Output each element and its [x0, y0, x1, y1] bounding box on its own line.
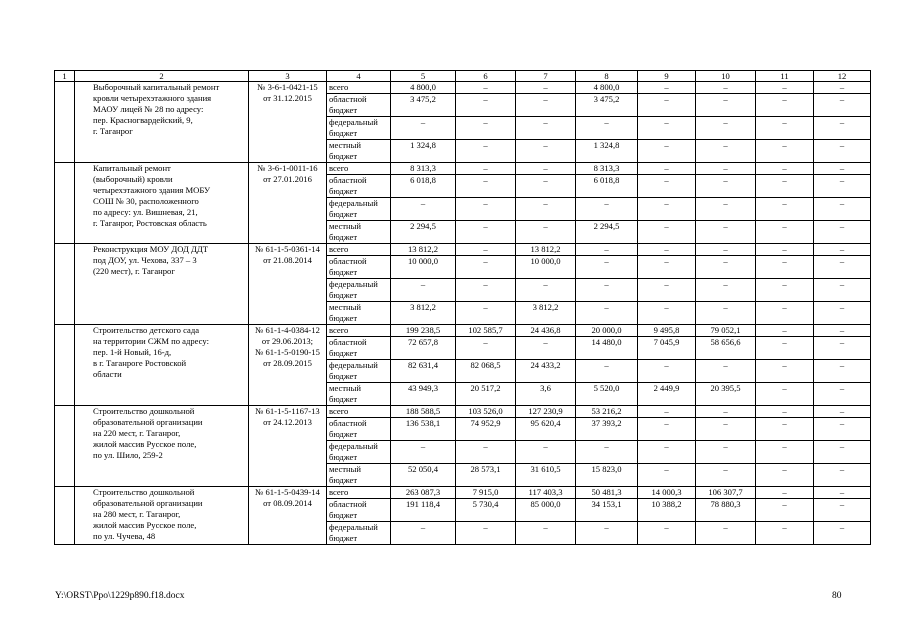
amount-cell: –: [638, 418, 696, 441]
amount-cell: –: [638, 256, 696, 279]
amount-cell: –: [391, 441, 456, 464]
registration-line: от 28.09.2015: [263, 358, 312, 368]
object-name-line: Реконструкция МОУ ДОД ДДТ: [93, 244, 208, 254]
column-number: 10: [696, 71, 756, 82]
financing-table: [54, 70, 871, 545]
amount-cell: –: [756, 522, 814, 545]
amount-cell: –: [696, 302, 756, 325]
amount-cell: –: [814, 198, 871, 221]
amount-cell: –: [638, 244, 696, 256]
row-number-cell: [55, 82, 75, 163]
amount-cell: 28 573,1: [456, 464, 516, 487]
amount-cell: 3 475,2: [576, 94, 638, 117]
funding-source-cell: областной бюджет: [327, 256, 391, 279]
amount-cell: –: [756, 360, 814, 383]
column-number: 1: [55, 71, 75, 82]
amount-cell: 10 000,0: [516, 256, 576, 279]
amount-cell: –: [696, 441, 756, 464]
amount-cell: –: [638, 464, 696, 487]
object-name-cell: [75, 244, 249, 325]
funding-source-cell: областной бюджет: [327, 499, 391, 522]
object-name-line: четырехэтажного здания МОБУ: [93, 185, 211, 195]
amount-cell: –: [696, 279, 756, 302]
amount-cell: –: [638, 198, 696, 221]
amount-cell: 14 480,0: [576, 337, 638, 360]
object-name-line: Строительство детского сада: [93, 325, 200, 335]
amount-cell: –: [696, 221, 756, 244]
amount-cell: 1 324,8: [576, 140, 638, 163]
amount-cell: –: [696, 198, 756, 221]
amount-cell: 15 823,0: [576, 464, 638, 487]
column-number: 3: [249, 71, 327, 82]
amount-cell: –: [696, 418, 756, 441]
amount-cell: –: [516, 279, 576, 302]
funding-source-cell: всего: [327, 163, 391, 175]
amount-cell: 85 000,0: [516, 499, 576, 522]
amount-cell: –: [756, 302, 814, 325]
amount-cell: 6 018,8: [391, 175, 456, 198]
amount-cell: 199 238,5: [391, 325, 456, 337]
amount-cell: 3 475,2: [391, 94, 456, 117]
object-name-line: г. Таганрог: [93, 126, 133, 136]
object-name-line: под ДОУ, ул. Чехова, 337 – 3: [93, 255, 197, 265]
registration-line: от 31.12.2015: [263, 93, 312, 103]
amount-cell: –: [456, 441, 516, 464]
amount-cell: –: [696, 140, 756, 163]
amount-cell: –: [456, 244, 516, 256]
amount-cell: –: [638, 360, 696, 383]
amount-cell: 117 403,3: [516, 487, 576, 499]
amount-cell: –: [814, 406, 871, 418]
amount-cell: –: [696, 94, 756, 117]
amount-cell: –: [638, 175, 696, 198]
amount-cell: 72 657,8: [391, 337, 456, 360]
amount-cell: –: [814, 418, 871, 441]
amount-cell: –: [756, 175, 814, 198]
funding-source-cell: местный бюджет: [327, 221, 391, 244]
column-number: 5: [391, 71, 456, 82]
registration-line: от 27.01.2016: [263, 174, 312, 184]
registration-cell: [249, 406, 327, 487]
amount-cell: 43 949,3: [391, 383, 456, 406]
amount-cell: 103 526,0: [456, 406, 516, 418]
funding-source-cell: областной бюджет: [327, 94, 391, 117]
amount-cell: –: [814, 140, 871, 163]
amount-cell: –: [756, 406, 814, 418]
amount-cell: –: [814, 325, 871, 337]
table-row: [55, 244, 871, 256]
amount-cell: 188 588,5: [391, 406, 456, 418]
funding-source-cell: всего: [327, 487, 391, 499]
object-name-line: по ул. Шило, 259-2: [93, 450, 163, 460]
amount-cell: –: [638, 279, 696, 302]
amount-cell: 20 517,2: [456, 383, 516, 406]
column-number-row: [55, 71, 871, 82]
amount-cell: 4 800,0: [576, 82, 638, 94]
amount-cell: –: [576, 279, 638, 302]
amount-cell: –: [814, 441, 871, 464]
funding-source-cell: всего: [327, 325, 391, 337]
amount-cell: –: [576, 302, 638, 325]
amount-cell: –: [756, 163, 814, 175]
amount-cell: 106 307,7: [696, 487, 756, 499]
amount-cell: –: [456, 198, 516, 221]
amount-cell: 13 812,2: [516, 244, 576, 256]
amount-cell: 2 449,9: [638, 383, 696, 406]
registration-line: от 24.12.2013: [263, 417, 312, 427]
amount-cell: –: [516, 94, 576, 117]
amount-cell: –: [814, 163, 871, 175]
object-name-line: области: [93, 369, 122, 379]
amount-cell: –: [696, 406, 756, 418]
amount-cell: –: [756, 198, 814, 221]
amount-cell: 78 880,3: [696, 499, 756, 522]
funding-source-cell: областной бюджет: [327, 175, 391, 198]
amount-cell: –: [696, 522, 756, 545]
amount-cell: 7 915,0: [456, 487, 516, 499]
object-name-cell: [75, 82, 249, 163]
amount-cell: –: [814, 360, 871, 383]
amount-cell: –: [456, 302, 516, 325]
table-row: [55, 163, 871, 175]
object-name-line: на 280 мест, г. Таганрог,: [93, 509, 181, 519]
object-name-cell: [75, 406, 249, 487]
amount-cell: 52 050,4: [391, 464, 456, 487]
amount-cell: 53 216,2: [576, 406, 638, 418]
amount-cell: 31 610,5: [516, 464, 576, 487]
amount-cell: 58 656,6: [696, 337, 756, 360]
registration-line: от 21.08.2014: [263, 255, 312, 265]
object-name-line: кровли четырехэтажного здания: [93, 93, 212, 103]
amount-cell: –: [814, 82, 871, 94]
amount-cell: –: [576, 522, 638, 545]
amount-cell: –: [814, 337, 871, 360]
amount-cell: –: [456, 94, 516, 117]
object-name-line: Капитальный ремонт: [93, 163, 171, 173]
table-row: [55, 406, 871, 418]
amount-cell: 82 068,5: [456, 360, 516, 383]
amount-cell: –: [814, 117, 871, 140]
funding-source-cell: всего: [327, 406, 391, 418]
object-name-line: пер. 1-й Новый, 16-д,: [93, 347, 172, 357]
object-name-line: г. Таганрог, Ростовская область: [93, 218, 207, 228]
amount-cell: 102 585,7: [456, 325, 516, 337]
amount-cell: –: [516, 117, 576, 140]
amount-cell: 8 313,3: [391, 163, 456, 175]
amount-cell: –: [391, 279, 456, 302]
column-number: 6: [456, 71, 516, 82]
amount-cell: –: [814, 487, 871, 499]
amount-cell: 2 294,5: [391, 221, 456, 244]
registration-line: от 08.09.2014: [263, 498, 312, 508]
object-name-line: (220 мест), г. Таганрог: [93, 266, 175, 276]
amount-cell: –: [756, 244, 814, 256]
column-number: 11: [756, 71, 814, 82]
amount-cell: –: [576, 198, 638, 221]
amount-cell: –: [638, 140, 696, 163]
page-number: 80: [832, 591, 842, 601]
amount-cell: –: [814, 256, 871, 279]
amount-cell: 1 324,8: [391, 140, 456, 163]
column-number: 8: [576, 71, 638, 82]
amount-cell: –: [756, 337, 814, 360]
funding-source-cell: федеральный бюджет: [327, 279, 391, 302]
amount-cell: –: [456, 140, 516, 163]
amount-cell: 5 520,0: [576, 383, 638, 406]
amount-cell: –: [756, 487, 814, 499]
funding-source-cell: федеральный бюджет: [327, 117, 391, 140]
amount-cell: 4 800,0: [391, 82, 456, 94]
amount-cell: –: [391, 522, 456, 545]
amount-cell: 95 620,4: [516, 418, 576, 441]
amount-cell: –: [516, 140, 576, 163]
row-number-cell: [55, 325, 75, 406]
amount-cell: 10 000,0: [391, 256, 456, 279]
funding-source-cell: местный бюджет: [327, 140, 391, 163]
funding-source-cell: всего: [327, 244, 391, 256]
funding-source-cell: областной бюджет: [327, 418, 391, 441]
registration-cell: [249, 325, 327, 406]
amount-cell: –: [516, 163, 576, 175]
amount-cell: –: [638, 302, 696, 325]
amount-cell: –: [756, 464, 814, 487]
amount-cell: 24 436,8: [516, 325, 576, 337]
registration-line: № 61-1-5-0190-15: [255, 347, 320, 357]
object-name-line: в г. Таганроге Ростовской: [93, 358, 187, 368]
amount-cell: 263 087,3: [391, 487, 456, 499]
amount-cell: –: [756, 82, 814, 94]
amount-cell: –: [696, 244, 756, 256]
object-name-cell: [75, 163, 249, 244]
column-number: 7: [516, 71, 576, 82]
amount-cell: –: [756, 279, 814, 302]
amount-cell: –: [456, 221, 516, 244]
amount-cell: –: [576, 441, 638, 464]
registration-cell: [249, 244, 327, 325]
amount-cell: 9 495,8: [638, 325, 696, 337]
registration-line: от 29.06.2013;: [261, 336, 314, 346]
object-name-line: по ул. Чучева, 48: [93, 531, 156, 541]
amount-cell: –: [814, 464, 871, 487]
amount-cell: –: [756, 140, 814, 163]
object-name-line: Строительство дошкольной: [93, 487, 195, 497]
amount-cell: –: [814, 383, 871, 406]
object-name-line: СОШ № 30, расположенного: [93, 196, 199, 206]
registration-cell: [249, 487, 327, 545]
amount-cell: 82 631,4: [391, 360, 456, 383]
amount-cell: –: [756, 117, 814, 140]
amount-cell: –: [391, 117, 456, 140]
amount-cell: –: [638, 441, 696, 464]
amount-cell: –: [814, 302, 871, 325]
amount-cell: –: [814, 175, 871, 198]
amount-cell: –: [576, 117, 638, 140]
registration-line: № 61-1-4-0384-12: [255, 325, 320, 335]
amount-cell: –: [456, 175, 516, 198]
amount-cell: –: [814, 279, 871, 302]
amount-cell: 20 395,5: [696, 383, 756, 406]
column-number: 12: [814, 71, 871, 82]
amount-cell: –: [638, 82, 696, 94]
amount-cell: –: [638, 94, 696, 117]
row-number-cell: [55, 406, 75, 487]
amount-cell: 191 118,4: [391, 499, 456, 522]
amount-cell: –: [516, 221, 576, 244]
table-row: [55, 487, 871, 499]
funding-source-cell: местный бюджет: [327, 464, 391, 487]
amount-cell: 3 812,2: [516, 302, 576, 325]
amount-cell: –: [756, 221, 814, 244]
amount-cell: –: [638, 117, 696, 140]
registration-cell: [249, 82, 327, 163]
amount-cell: –: [638, 163, 696, 175]
object-name-line: жилой массив Русское поле,: [93, 439, 197, 449]
amount-cell: –: [516, 522, 576, 545]
amount-cell: 74 952,9: [456, 418, 516, 441]
amount-cell: –: [696, 117, 756, 140]
object-name-cell: [75, 325, 249, 406]
object-name-line: по адресу: ул. Вишневая, 21,: [93, 207, 198, 217]
amount-cell: –: [696, 256, 756, 279]
amount-cell: –: [638, 406, 696, 418]
amount-cell: –: [814, 499, 871, 522]
amount-cell: –: [638, 522, 696, 545]
row-number-cell: [55, 163, 75, 244]
funding-source-cell: федеральный бюджет: [327, 360, 391, 383]
object-name-line: МАОУ лицей № 28 по адресу:: [93, 104, 204, 114]
funding-source-cell: местный бюджет: [327, 383, 391, 406]
amount-cell: 7 045,9: [638, 337, 696, 360]
column-number: 2: [75, 71, 249, 82]
amount-cell: 10 388,2: [638, 499, 696, 522]
amount-cell: 13 812,2: [391, 244, 456, 256]
amount-cell: 79 052,1: [696, 325, 756, 337]
object-name-line: Строительство дошкольной: [93, 406, 195, 416]
amount-cell: –: [814, 94, 871, 117]
amount-cell: –: [516, 441, 576, 464]
amount-cell: –: [516, 198, 576, 221]
amount-cell: –: [756, 499, 814, 522]
registration-line: № 3-6-1-0011-16: [257, 163, 318, 173]
registration-line: № 61-1-5-1167-13: [255, 406, 320, 416]
amount-cell: –: [516, 82, 576, 94]
amount-cell: –: [576, 256, 638, 279]
amount-cell: –: [696, 163, 756, 175]
amount-cell: –: [696, 464, 756, 487]
funding-source-cell: всего: [327, 82, 391, 94]
funding-source-cell: местный бюджет: [327, 302, 391, 325]
amount-cell: 136 538,1: [391, 418, 456, 441]
amount-cell: 3,6: [516, 383, 576, 406]
file-path: Y:\ORST\Ppo\1229p890.f18.docx: [55, 591, 185, 601]
amount-cell: –: [456, 82, 516, 94]
funding-source-cell: федеральный бюджет: [327, 522, 391, 545]
registration-cell: [249, 163, 327, 244]
object-name-line: образовательной организации: [93, 417, 203, 427]
amount-cell: –: [456, 117, 516, 140]
amount-cell: –: [814, 244, 871, 256]
amount-cell: 2 294,5: [576, 221, 638, 244]
object-name-line: пер. Красногвардейский, 9,: [93, 115, 193, 125]
amount-cell: –: [814, 221, 871, 244]
amount-cell: 127 230,9: [516, 406, 576, 418]
registration-line: № 3-6-1-0421-15: [257, 82, 318, 92]
amount-cell: –: [756, 94, 814, 117]
amount-cell: –: [456, 163, 516, 175]
amount-cell: –: [456, 279, 516, 302]
amount-cell: 14 000,3: [638, 487, 696, 499]
amount-cell: –: [696, 82, 756, 94]
object-name-line: на территории СЖМ по адресу:: [93, 336, 209, 346]
amount-cell: 3 812,2: [391, 302, 456, 325]
amount-cell: 24 433,2: [516, 360, 576, 383]
funding-source-cell: федеральный бюджет: [327, 441, 391, 464]
amount-cell: –: [576, 360, 638, 383]
funding-source-cell: областной бюджет: [327, 337, 391, 360]
amount-cell: –: [516, 175, 576, 198]
object-name-line: образовательной организации: [93, 498, 203, 508]
amount-cell: –: [456, 256, 516, 279]
amount-cell: –: [638, 221, 696, 244]
amount-cell: 34 153,1: [576, 499, 638, 522]
column-number: 4: [327, 71, 391, 82]
amount-cell: –: [756, 256, 814, 279]
amount-cell: –: [814, 522, 871, 545]
registration-line: № 61-1-5-0361-14: [255, 244, 320, 254]
row-number-cell: [55, 244, 75, 325]
object-name-line: на 220 мест, г. Таганрог,: [93, 428, 181, 438]
amount-cell: –: [576, 244, 638, 256]
amount-cell: 6 018,8: [576, 175, 638, 198]
funding-source-cell: федеральный бюджет: [327, 198, 391, 221]
column-number: 9: [638, 71, 696, 82]
registration-line: № 61-1-5-0439-14: [255, 487, 320, 497]
amount-cell: 8 313,3: [576, 163, 638, 175]
object-name-line: Выборочный капитальный ремонт: [93, 82, 220, 92]
amount-cell: –: [756, 418, 814, 441]
amount-cell: –: [756, 441, 814, 464]
amount-cell: –: [516, 337, 576, 360]
amount-cell: –: [756, 383, 814, 406]
object-name-line: (выборочный) кровли: [93, 174, 173, 184]
amount-cell: 50 481,3: [576, 487, 638, 499]
amount-cell: –: [696, 175, 756, 198]
amount-cell: –: [756, 325, 814, 337]
table-row: [55, 325, 871, 337]
amount-cell: –: [456, 337, 516, 360]
amount-cell: –: [391, 198, 456, 221]
row-number-cell: [55, 487, 75, 545]
amount-cell: 37 393,2: [576, 418, 638, 441]
table-row: [55, 82, 871, 94]
amount-cell: –: [696, 360, 756, 383]
amount-cell: 5 730,4: [456, 499, 516, 522]
object-name-line: жилой массив Русское поле,: [93, 520, 197, 530]
object-name-cell: [75, 487, 249, 545]
amount-cell: 20 000,0: [576, 325, 638, 337]
amount-cell: –: [456, 522, 516, 545]
